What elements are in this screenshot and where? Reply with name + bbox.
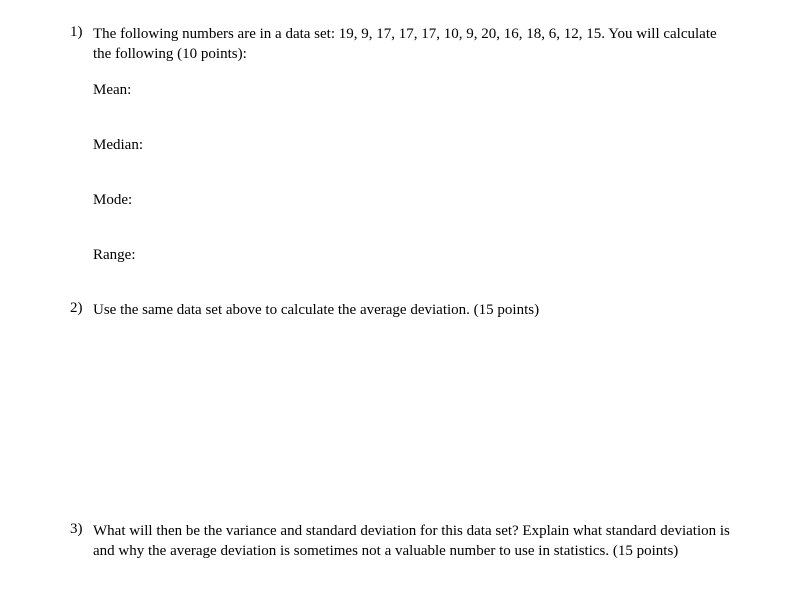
mean-label: Mean: [93,82,132,98]
question-1-number: 1) [70,24,83,40]
question-3-number: 3) [70,521,83,537]
question-2-text: Use the same data set above to calculate the average deviation. (15 points) [93,302,540,318]
question-3 [70,521,730,561]
question-2 [70,300,730,320]
question-3-text: What will then be the variance and standard deviation for this data set? Explain what standard deviation is and why the average deviation is sometimes not a valuable number to use in statistics. (15 points) [93,523,730,559]
question-1-text: The following numbers are in a data set: 19, 9, 17, 17, 17, 10, 9, 20, 16, 18, 6, 12, 15. You will calculate the following (10 points): [93,26,717,62]
mode-label: Mode: [93,192,133,208]
median-label: Median: [93,137,143,153]
question-1 [70,24,730,64]
range-label: Range: [93,247,136,263]
question-2-number: 2) [70,300,83,316]
